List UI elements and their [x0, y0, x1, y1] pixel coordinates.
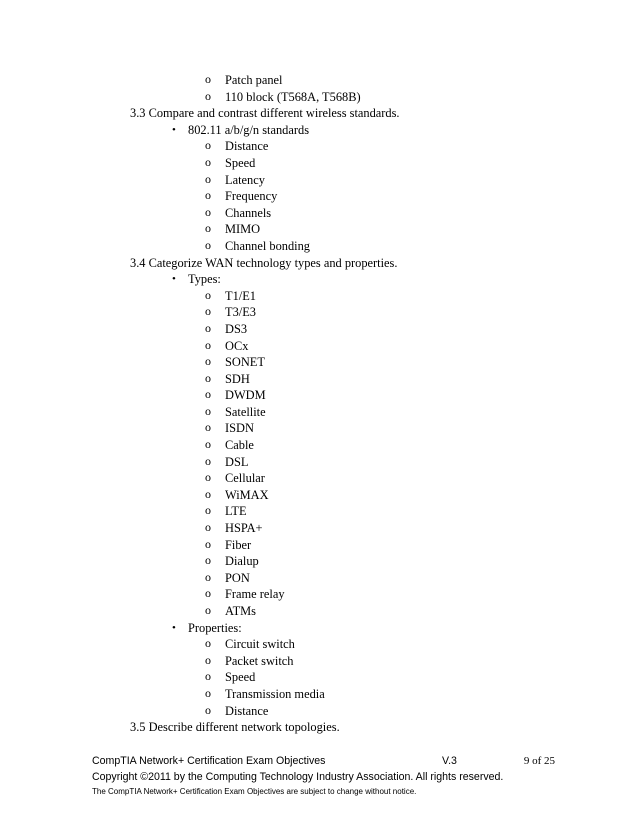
item-text: Circuit switch: [225, 637, 295, 652]
item-text: DS3: [225, 321, 248, 336]
footer-copyright: Copyright ©2011 by the Computing Technology Industry Association. All rights reserved.: [92, 771, 504, 783]
circle-bullet-icon: o: [205, 304, 211, 319]
item-text: DSL: [225, 454, 249, 469]
item-text: Types:: [188, 272, 221, 287]
item-text: Channel bonding: [225, 238, 311, 253]
item-text: Latency: [225, 172, 265, 187]
sub-bullet-item: [0, 238, 638, 255]
item-text: Speed: [225, 155, 256, 170]
circle-bullet-icon: o: [205, 237, 211, 252]
circle-bullet-icon: o: [205, 536, 211, 551]
circle-bullet-icon: o: [205, 652, 211, 667]
sub-bullet-item: [0, 338, 638, 355]
circle-bullet-icon: o: [205, 354, 211, 369]
circle-bullet-icon: o: [205, 138, 211, 153]
item-text: ATMs: [225, 604, 256, 618]
sub-bullet-item: [0, 155, 638, 172]
item-text: Channels: [225, 205, 272, 220]
item-text: OCx: [225, 338, 249, 353]
item-text: MIMO: [225, 222, 261, 237]
section-heading: 3.3 Compare and contrast different wireless standards.: [130, 106, 400, 121]
sub-bullet-item: [0, 172, 638, 189]
circle-bullet-icon: o: [205, 669, 211, 684]
sub-bullet-item: [0, 72, 638, 89]
item-text: DWDM: [225, 388, 266, 403]
sub-bullet-item: [0, 221, 638, 238]
sub-bullet-item: [0, 586, 638, 603]
footer-notice: The CompTIA Network+ Certification Exam Objectives are subject to change without notice.: [92, 787, 417, 796]
circle-bullet-icon: o: [205, 204, 211, 219]
footer-page-number: 9 of 25: [523, 755, 555, 767]
circle-bullet-icon: o: [205, 603, 211, 617]
item-text: Frame relay: [225, 587, 285, 602]
circle-bullet-icon: o: [205, 171, 211, 186]
bullet-icon: •: [172, 123, 176, 136]
item-text: Cable: [225, 438, 254, 453]
circle-bullet-icon: o: [205, 486, 211, 501]
circle-bullet-icon: o: [205, 470, 211, 485]
item-text: Distance: [225, 139, 269, 154]
sub-bullet-item: [0, 487, 638, 504]
circle-bullet-icon: o: [205, 188, 211, 203]
circle-bullet-icon: o: [205, 88, 211, 103]
circle-bullet-icon: o: [205, 453, 211, 468]
footer-title: CompTIA Network+ Certification Exam Objectives: [92, 755, 326, 767]
item-text: T1/E1: [225, 288, 256, 303]
item-text: Transmission media: [225, 686, 325, 701]
document-body: [0, 72, 638, 736]
sub-bullet-item: [0, 354, 638, 371]
sub-bullet-item: [0, 288, 638, 305]
circle-bullet-icon: o: [205, 154, 211, 169]
sub-bullet-item: [0, 371, 638, 388]
sub-bullet-item: [0, 321, 638, 338]
bullet-icon: •: [172, 621, 176, 634]
circle-bullet-icon: o: [205, 72, 211, 86]
footer-copyright-row: [92, 769, 552, 785]
sub-bullet-item: [0, 138, 638, 155]
circle-bullet-icon: o: [205, 520, 211, 535]
item-text: Cellular: [225, 471, 265, 486]
sub-bullet-item: [0, 454, 638, 471]
item-text: LTE: [225, 504, 247, 519]
footer-version: V.3: [442, 755, 457, 767]
sub-bullet-item: [0, 387, 638, 404]
sub-bullet-item: [0, 404, 638, 421]
bullet-icon: •: [172, 273, 176, 286]
item-text: WiMAX: [225, 487, 269, 502]
circle-bullet-icon: o: [205, 387, 211, 402]
item-text: SDH: [225, 371, 250, 386]
circle-bullet-icon: o: [205, 320, 211, 335]
item-text: PON: [225, 570, 250, 585]
sub-bullet-item: [0, 636, 638, 653]
section-heading: 3.4 Categorize WAN technology types and properties.: [130, 255, 398, 270]
sub-bullet-item: [0, 437, 638, 454]
circle-bullet-icon: o: [205, 586, 211, 601]
circle-bullet-icon: o: [205, 337, 211, 352]
sub-bullet-item: [0, 503, 638, 520]
sub-bullet-item: [0, 304, 638, 321]
circle-bullet-icon: o: [205, 503, 211, 518]
sub-bullet-item: [0, 420, 638, 437]
item-text: Frequency: [225, 189, 278, 204]
item-text: Packet switch: [225, 653, 294, 668]
sub-bullet-item: [0, 89, 638, 106]
circle-bullet-icon: o: [205, 420, 211, 435]
circle-bullet-icon: o: [205, 437, 211, 452]
sub-bullet-item: [0, 686, 638, 703]
sub-bullet-item: [0, 520, 638, 537]
bullet-item: [0, 122, 638, 139]
footer-title-row: [92, 753, 555, 769]
circle-bullet-icon: o: [205, 287, 211, 302]
sub-bullet-item: [0, 470, 638, 487]
item-text: ISDN: [225, 421, 254, 436]
page-footer: [92, 753, 555, 799]
item-text: HSPA+: [225, 521, 263, 536]
sub-bullet-item: [0, 188, 638, 205]
circle-bullet-icon: o: [205, 221, 211, 236]
bullet-item: [0, 271, 638, 288]
sub-bullet-item: [0, 570, 638, 587]
sub-bullet-item: [0, 205, 638, 222]
item-text: Fiber: [225, 537, 252, 552]
item-text: Dialup: [225, 554, 259, 569]
item-text: Speed: [225, 670, 256, 685]
circle-bullet-icon: o: [205, 370, 211, 385]
sub-bullet-item: [0, 653, 638, 670]
bullet-item: [0, 620, 638, 637]
item-text: T3/E3: [225, 305, 256, 320]
item-text: SONET: [225, 355, 265, 370]
section-heading: 3.5 Describe different network topologies.: [130, 720, 340, 735]
circle-bullet-icon: o: [205, 685, 211, 700]
sub-bullet-item: [0, 703, 638, 720]
item-text: Patch panel: [225, 73, 283, 87]
sub-bullet-item: [0, 603, 638, 620]
item-text: Properties:: [188, 620, 242, 635]
circle-bullet-icon: o: [205, 553, 211, 568]
sub-bullet-item: [0, 537, 638, 554]
circle-bullet-icon: o: [205, 702, 211, 717]
sub-bullet-item: [0, 669, 638, 686]
item-text: 802.11 a/b/g/n standards: [188, 122, 310, 137]
item-text: Satellite: [225, 404, 266, 419]
circle-bullet-icon: o: [205, 403, 211, 418]
sub-bullet-item: [0, 553, 638, 570]
item-text: Distance: [225, 703, 269, 718]
circle-bullet-icon: o: [205, 636, 211, 651]
circle-bullet-icon: o: [205, 569, 211, 584]
item-text: 110 block (T568A, T568B): [225, 89, 361, 104]
